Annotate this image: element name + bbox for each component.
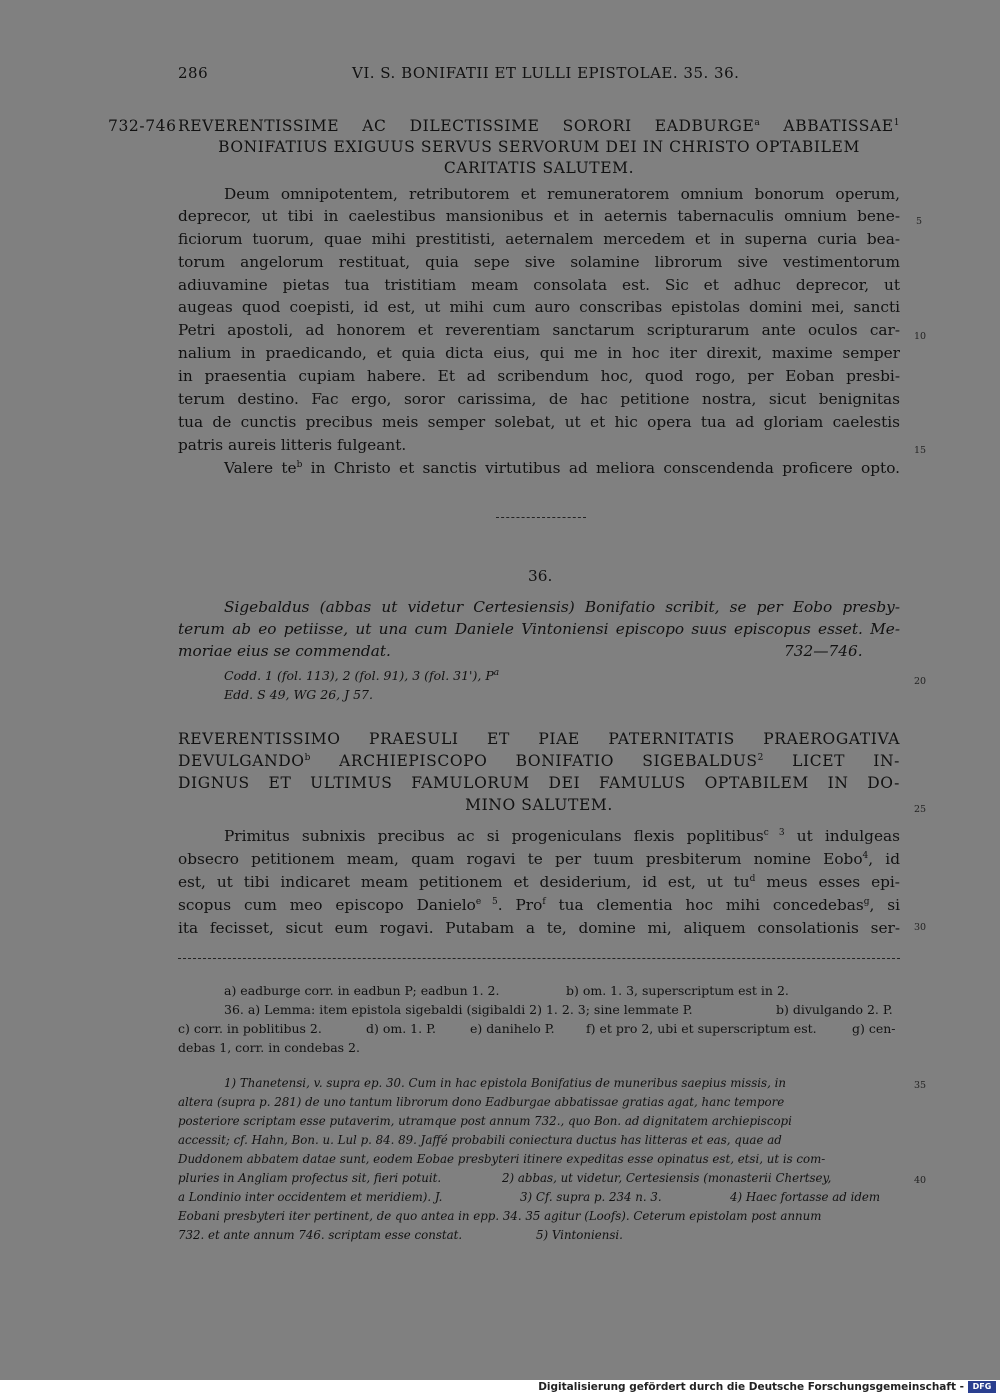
line-number: 30 <box>914 922 927 933</box>
apparatus-entry: b) om. 1. 3, superscriptum est in 2. <box>566 983 789 998</box>
letter35-body-line: terum destino. Fac ergo, soror carissima, de hac petitione nostra, sicut benignitas <box>178 390 900 408</box>
editions: Edd. S 49, WG 26, J 57. <box>224 687 373 702</box>
line-number: 35 <box>914 1080 927 1091</box>
note-line: a Londinio inter occidentem et meridiem). J. <box>178 1190 443 1204</box>
note-line: 732. et ante annum 746. scriptam esse constat. <box>178 1228 463 1242</box>
note-4: 4) Haec fortasse ad idem <box>730 1190 881 1204</box>
apparatus-entry: d) om. 1. P. <box>366 1021 436 1036</box>
note-line: altera (supra p. 281) de uno tantum librorum dono Eadburgae abbatissae gratias agat, hanc tempore <box>178 1095 785 1109</box>
letter35-title-line-2: BONIFATIUS EXIGUUS SERVUS SERVORUM DEI IN CHRISTO OPTABILEM <box>218 138 860 156</box>
letter35-body-line: in praesentia cupiam habere. Et ad scribendum hoc, quod rogo, per Eoban presbi- <box>178 367 900 385</box>
note-line: Eobani presbyteri iter pertinent, de quo antea in epp. 34. 35 agitur (Loofs). Ceterum epistolam post annum <box>178 1209 822 1223</box>
letter36-body-line: obsecro petitionem meam, quam rogavi te per tuum presbiterum nomine Eobo$^4$, id <box>178 850 900 868</box>
letter35-body-line: deprecor, ut tibi in caelestibus mansionibus et in aeternis tabernaculis omnium bene- <box>178 207 900 225</box>
note-line: pluries in Angliam profectus sit, fieri potuit. <box>178 1171 442 1185</box>
letter36-body-line: est, ut tibi indicaret meam petitionem et desiderium, id est, ut $tu^d$ meus esses epi- <box>178 873 900 891</box>
letter35-closing: Valere $te^b$ in Christo et sanctis virtutibus ad meliora conscendenda proficere opto. <box>224 459 900 477</box>
note-2: 2) abbas, ut videtur, Certesiensis (monasterii Chertsey, <box>502 1171 832 1185</box>
apparatus-entry: b) divulgando 2. P. <box>776 1002 893 1017</box>
letter36-title-line-2: DEVULGANDO$^b$ ARCHIEPISCOPO BONIFATIO SIGEBALDUS$^2$ LICET IN- <box>178 752 900 770</box>
letter36-summary-date: 732—746. <box>784 642 863 660</box>
letter-number: 36. <box>528 567 553 585</box>
letter35-body-line: Petri apostoli, ad honorem et reverentiam sanctarum scripturarum ante oculos car- <box>178 321 900 339</box>
letter36-summary-line: moriae eius se commendat. <box>178 642 391 660</box>
line-number: 15 <box>914 445 927 456</box>
note-line: 1) Thanetensi, v. supra ep. 30. Cum in hac epistola Bonifatius de muneribus saepius missis, in <box>224 1076 786 1090</box>
footer-funding-text: Digitalisierung gefördert durch die Deutsche Forschungsgemeinschaft - <box>538 1381 964 1393</box>
note-3: 3) Cf. supra p. 234 n. 3. <box>520 1190 662 1204</box>
letter35-body-line: patris aureis litteris fulgeant. <box>178 436 407 454</box>
letter36-body-line: ita fecisset, sicut eum rogavi. Putabam a te, domine mi, aliquem consolationis ser- <box>178 919 900 937</box>
letter36-summary-line: terum ab eo petiisse, ut una cum Daniele Vintoniensi episcopo suus episcopus esset. Me- <box>178 620 900 638</box>
page-number: 286 <box>178 64 209 82</box>
letter36-body-line: scopus cum meo episcopo Danielo$^{e 5}$. Pro$^f$ tua clementia hoc mihi concedebas$^g$, si <box>178 896 900 914</box>
letter35-body-line: torum angelorum restituat, quia sepe sive solamine librorum sive vestimentorum <box>178 253 900 271</box>
line-number: 10 <box>914 331 927 342</box>
note-line: posteriore scriptam esse putaverim, utramque post annum 732., quo Bon. ad dignitatem archiepiscopi <box>178 1114 792 1128</box>
apparatus-entry: f) et pro 2, ubi et superscriptum est. <box>586 1021 817 1036</box>
line-number: 25 <box>914 804 927 815</box>
letter35-title-line-1: REVERENTISSIME AC DILECTISSIME SORORI EADBURGE$^a$ ABBATISSAE$^1$ <box>178 117 901 135</box>
letter35-title-line-3: CARITATIS SALUTEM. <box>443 159 635 177</box>
letter36-title-line-1: REVERENTISSIMO PRAESULI ET PIAE PATERNITATIS PRAEROGATIVA <box>178 730 900 748</box>
apparatus-entry: a) eadburge corr. in eadbun P; eadbun 1. 2. <box>224 983 500 998</box>
letter35-body-line: Deum omnipotentem, retributorem et remuneratorem omnium bonorum operum, <box>224 185 900 203</box>
line-number: 5 <box>916 216 923 227</box>
apparatus-entry: g) cen- <box>852 1021 896 1036</box>
letter35-body-line: adiuvamine pietas tua tristitiam meam consolata est. Sic et adhuc deprecor, ut <box>178 276 900 294</box>
apparatus-entry: debas 1, corr. in condebas 2. <box>178 1040 360 1055</box>
apparatus-rule <box>178 958 900 959</box>
note-line: Duddonem abbatem datae sunt, eodem Eobae presbyteri itinere expeditas esse opinatus est, etsi, ut is com- <box>178 1152 826 1166</box>
letter35-body-line: ficiorum tuorum, quae mihi prestitisti, aeternalem mercedem et in superna curia bea- <box>178 230 900 248</box>
letter35-body-line: augeas quod coepisti, id est, ut mihi cum auro conscribas epistolas domini mei, sancti <box>178 298 900 316</box>
letter36-title-line-3: DIGNUS ET ULTIMUS FAMULORUM DEI FAMULUS OPTABILEM IN DO- <box>178 774 900 792</box>
date-range: 732-746 <box>108 117 177 135</box>
apparatus-entry: c) corr. in poblitibus 2. <box>178 1021 322 1036</box>
note-5: 5) Vintoniensi. <box>536 1228 623 1242</box>
letter36-title-line-4: MINO SALUTEM. <box>465 796 613 814</box>
codices: Codd. 1 (fol. 113), 2 (fol. 91), 3 (fol. 31'), $P^a$ <box>224 667 500 683</box>
apparatus-entry: 36. a) Lemma: item epistola sigebaldi (sigibaldi 2) 1. 2. 3; sine lemmate P. <box>224 1002 693 1017</box>
letter36-summary-line: Sigebaldus (abbas ut videtur Certesiensis) Bonifatio scribit, se per Eobo presby- <box>224 598 900 616</box>
letter35-body-line: tua de cunctis precibus meis semper solebat, ut et hic opera tua ad gloriam caelestis <box>178 413 900 431</box>
running-title: VI. S. BONIFATII ET LULLI EPISTOLAE. 35. 36. <box>352 64 740 82</box>
letter35-body-line: nalium in praedicando, et quia dicta eius, qui me in hoc iter direxit, maxime semper <box>178 344 900 362</box>
dfg-logo: DFG <box>968 1381 996 1393</box>
section-separator <box>496 517 586 518</box>
note-line: accessit; cf. Hahn, Bon. u. Lul p. 84. 89. Jaffé probabili coniectura ductus has litteras et eas, quae ad <box>178 1133 782 1147</box>
line-number: 40 <box>914 1175 927 1186</box>
line-number: 20 <box>914 676 927 687</box>
letter36-body-line: Primitus subnixis precibus ac si progeniculans flexis poplitibus$^{c 3}$ ut indulgeas <box>224 827 900 845</box>
apparatus-entry: e) danihelo P. <box>470 1021 555 1036</box>
